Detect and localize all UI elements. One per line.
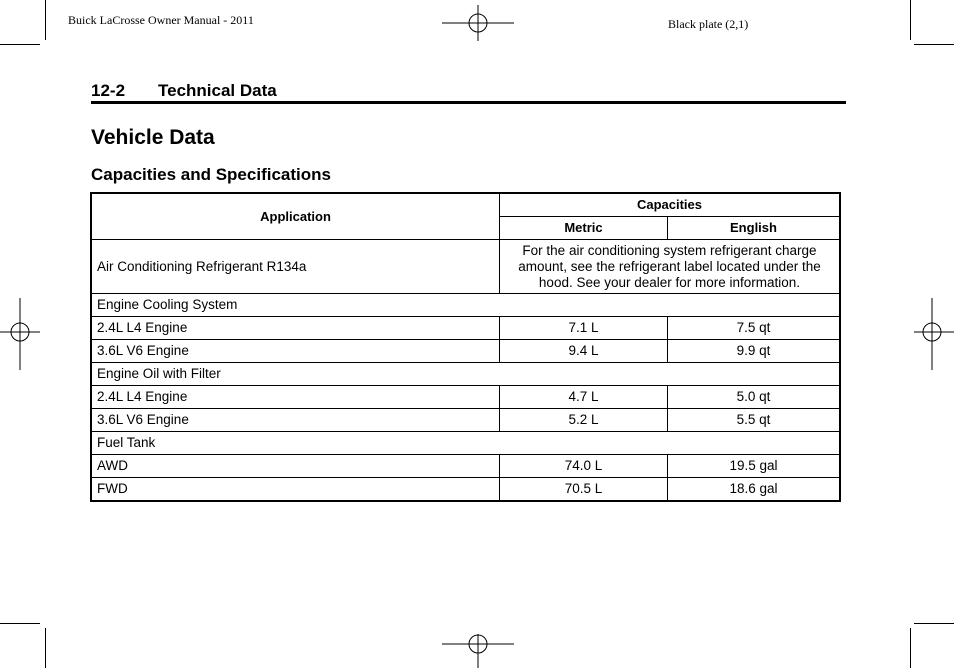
registration-mark-right-icon (914, 298, 954, 370)
plate-header: Black plate (2,1) (668, 17, 749, 31)
row-label: Air Conditioning Refrigerant R134a (91, 240, 500, 294)
table-row (91, 409, 840, 432)
row-label: AWD (91, 455, 500, 478)
table-group-row (91, 432, 840, 455)
row-english: 19.5 gal (668, 455, 841, 478)
crop-mark (910, 628, 911, 668)
row-label: 2.4L L4 Engine (91, 386, 500, 409)
table-group-row (91, 363, 840, 386)
crop-mark (45, 628, 46, 668)
row-english: 9.9 qt (668, 340, 841, 363)
row-metric: 4.7 L (500, 386, 668, 409)
row-english: 5.0 qt (668, 386, 841, 409)
table-row (91, 386, 840, 409)
table-row (91, 317, 840, 340)
group-label: Engine Cooling System (91, 294, 840, 317)
registration-mark-top-icon (442, 5, 514, 41)
row-metric: 7.1 L (500, 317, 668, 340)
crop-mark (45, 0, 46, 40)
group-label: Engine Oil with Filter (91, 363, 840, 386)
col-metric: Metric (500, 217, 668, 240)
col-application: Application (91, 193, 500, 240)
section-number: 12-2 (91, 81, 126, 100)
crop-mark (0, 623, 40, 624)
registration-mark-bottom-icon (442, 634, 514, 668)
col-capacities: Capacities (500, 193, 841, 217)
section-rule (91, 101, 846, 104)
table-group-row (91, 294, 840, 317)
row-metric: 70.5 L (500, 478, 668, 502)
registration-mark-left-icon (0, 298, 40, 370)
table-row (91, 455, 840, 478)
crop-mark (914, 623, 954, 624)
group-label: Fuel Tank (91, 432, 840, 455)
row-label: 2.4L L4 Engine (91, 317, 500, 340)
col-english: English (668, 217, 841, 240)
row-label: FWD (91, 478, 500, 502)
row-metric: 9.4 L (500, 340, 668, 363)
row-english: 5.5 qt (668, 409, 841, 432)
row-english: 18.6 gal (668, 478, 841, 502)
row-label: 3.6L V6 Engine (91, 340, 500, 363)
row-note: For the air conditioning system refrigerant charge amount, see the refrigerant label located under the hood. See your dealer for more information. (500, 240, 841, 294)
manual-header: Buick LaCrosse Owner Manual - 2011 (68, 13, 254, 27)
row-english: 7.5 qt (668, 317, 841, 340)
section-title: Technical Data (158, 81, 277, 100)
crop-mark (0, 44, 40, 45)
page-title: Vehicle Data (91, 126, 215, 149)
crop-mark (914, 44, 954, 45)
table-row (91, 478, 840, 502)
crop-mark (910, 0, 911, 40)
row-label: 3.6L V6 Engine (91, 409, 500, 432)
table-row (91, 340, 840, 363)
subtitle: Capacities and Specifications (91, 165, 331, 184)
capacities-table (90, 192, 841, 502)
table-row (91, 240, 840, 294)
row-metric: 5.2 L (500, 409, 668, 432)
row-metric: 74.0 L (500, 455, 668, 478)
section-heading (91, 81, 277, 101)
